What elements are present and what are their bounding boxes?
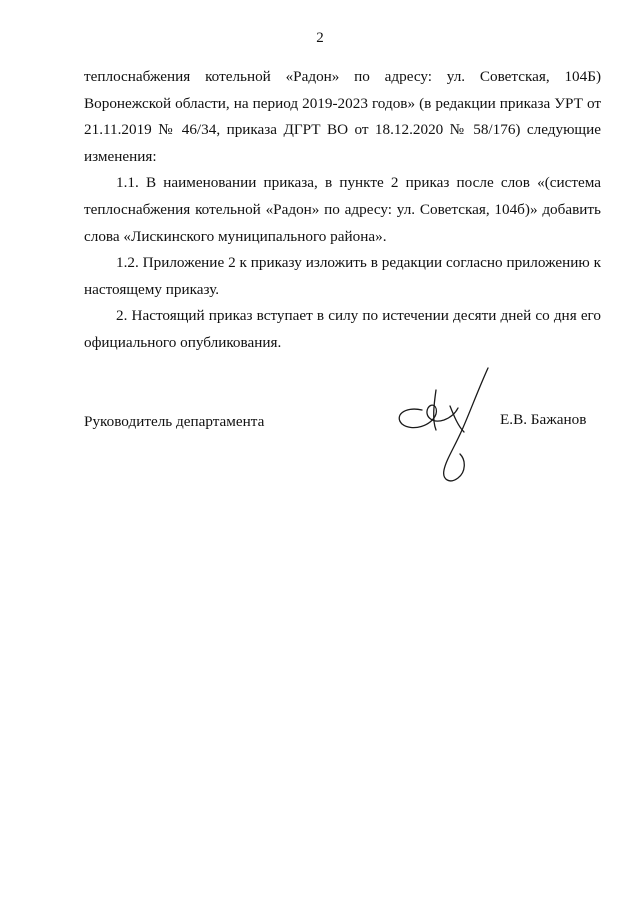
handwritten-signature — [392, 360, 502, 495]
signatory-position: Руководитель департамента — [84, 413, 265, 430]
document-body — [84, 64, 601, 357]
signatory-name: Е.В. Бажанов — [500, 411, 587, 428]
paragraph-item-1-2: 1.2. Приложение 2 к приказу изложить в редакции согласно приложению к настоящему приказу. — [84, 254, 601, 298]
paragraph-item-1-1: 1.1. В наименовании приказа, в пункте 2 приказ после слов «(система теплоснабжения котельной «Радон» по адресу: ул. Советская, 104б)» добавить слова «Лискинского муниципального района». — [84, 174, 601, 245]
paragraph-continuation: теплоснабжения котельной «Радон» по адресу: ул. Советская, 104Б) Воронежской области, на период 2019-2023 годов» (в редакции приказа УРТ от 21.11.2019 № 46/34, приказа ДГРТ ВО от 18.12.2020 № 58/176) следующие изменения: — [84, 68, 601, 165]
paragraph-item-2: 2. Настоящий приказ вступает в силу по истечении десяти дней со дня его официального опубликования. — [84, 307, 601, 351]
page-number: 2 — [316, 30, 324, 46]
